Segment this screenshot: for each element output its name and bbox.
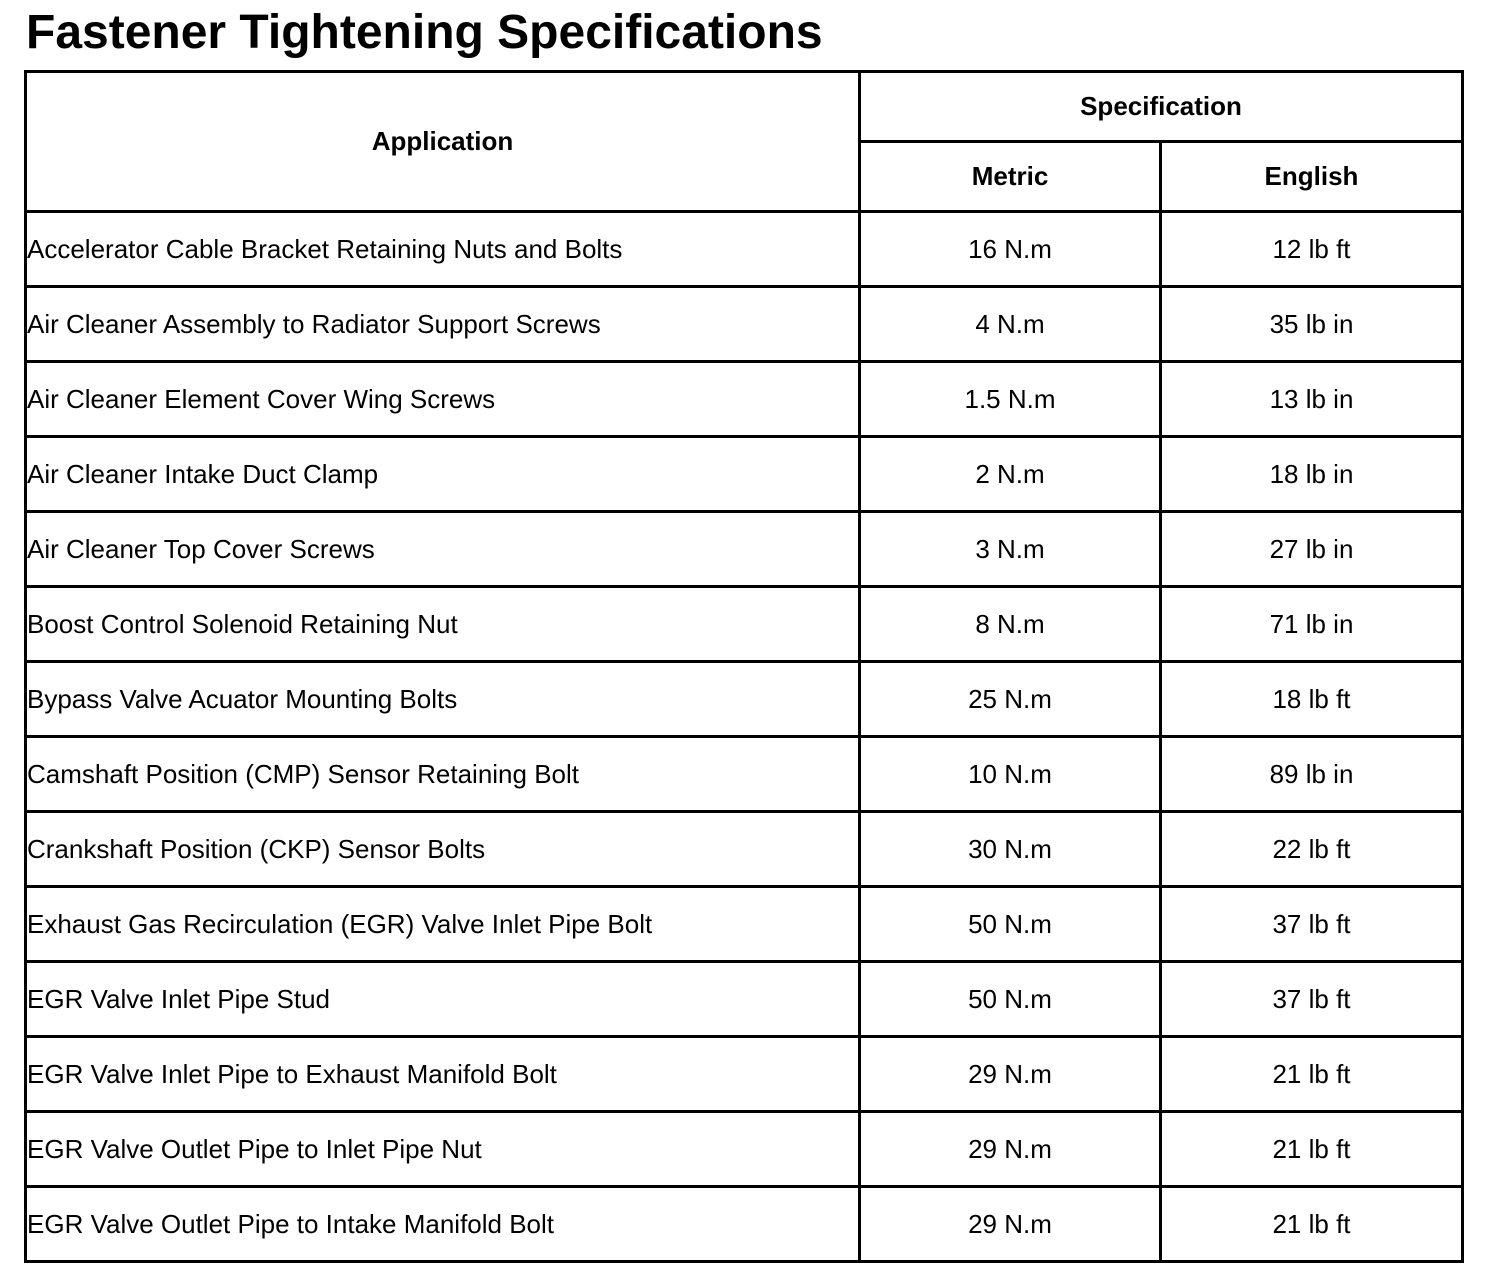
english-value-cell: 89 lb in [1161,737,1463,812]
english-value-cell: 18 lb ft [1161,662,1463,737]
fastener-spec-table [24,70,1464,1263]
table-row [26,962,1463,1037]
english-value-cell: 21 lb ft [1161,1187,1463,1262]
metric-value-cell: 29 N.m [860,1037,1161,1112]
application-cell: EGR Valve Inlet Pipe Stud [26,962,860,1037]
metric-value-cell: 16 N.m [860,212,1161,287]
metric-value-cell: 1.5 N.m [860,362,1161,437]
metric-value-cell: 25 N.m [860,662,1161,737]
english-value-cell: 18 lb in [1161,437,1463,512]
application-cell: Air Cleaner Assembly to Radiator Support Screws [26,287,860,362]
application-cell: EGR Valve Inlet Pipe to Exhaust Manifold Bolt [26,1037,860,1112]
application-cell: Boost Control Solenoid Retaining Nut [26,587,860,662]
english-value-cell: 22 lb ft [1161,812,1463,887]
table-row [26,737,1463,812]
table-row [26,587,1463,662]
english-value-cell: 12 lb ft [1161,212,1463,287]
header-metric: Metric [860,142,1161,212]
metric-value-cell: 2 N.m [860,437,1161,512]
english-value-cell: 27 lb in [1161,512,1463,587]
application-cell: Air Cleaner Element Cover Wing Screws [26,362,860,437]
metric-value-cell: 50 N.m [860,887,1161,962]
header-specification: Specification [860,72,1463,142]
application-cell: EGR Valve Outlet Pipe to Intake Manifold Bolt [26,1187,860,1262]
table-row [26,1037,1463,1112]
table-row [26,1187,1463,1262]
application-cell: Camshaft Position (CMP) Sensor Retaining Bolt [26,737,860,812]
application-cell: Air Cleaner Intake Duct Clamp [26,437,860,512]
header-row-top [26,72,1463,142]
english-value-cell: 21 lb ft [1161,1112,1463,1187]
application-cell: Exhaust Gas Recirculation (EGR) Valve Inlet Pipe Bolt [26,887,860,962]
table-row [26,887,1463,962]
table-row [26,512,1463,587]
metric-value-cell: 29 N.m [860,1112,1161,1187]
english-value-cell: 37 lb ft [1161,887,1463,962]
metric-value-cell: 30 N.m [860,812,1161,887]
english-value-cell: 71 lb in [1161,587,1463,662]
english-value-cell: 13 lb in [1161,362,1463,437]
table-row [26,1112,1463,1187]
english-value-cell: 35 lb in [1161,287,1463,362]
table-row [26,287,1463,362]
metric-value-cell: 10 N.m [860,737,1161,812]
header-application: Application [26,72,860,212]
application-cell: EGR Valve Outlet Pipe to Inlet Pipe Nut [26,1112,860,1187]
metric-value-cell: 8 N.m [860,587,1161,662]
application-cell: Crankshaft Position (CKP) Sensor Bolts [26,812,860,887]
table-header [26,72,1463,212]
metric-value-cell: 4 N.m [860,287,1161,362]
table-row [26,362,1463,437]
table-body [26,212,1463,1262]
metric-value-cell: 3 N.m [860,512,1161,587]
application-cell: Air Cleaner Top Cover Screws [26,512,860,587]
metric-value-cell: 50 N.m [860,962,1161,1037]
application-cell: Accelerator Cable Bracket Retaining Nuts and Bolts [26,212,860,287]
page-title: Fastener Tightening Specifications [26,6,823,59]
header-english: English [1161,142,1463,212]
table-row [26,662,1463,737]
english-value-cell: 21 lb ft [1161,1037,1463,1112]
table-row [26,212,1463,287]
table-row [26,437,1463,512]
english-value-cell: 37 lb ft [1161,962,1463,1037]
application-cell: Bypass Valve Acuator Mounting Bolts [26,662,860,737]
table-row [26,812,1463,887]
metric-value-cell: 29 N.m [860,1187,1161,1262]
